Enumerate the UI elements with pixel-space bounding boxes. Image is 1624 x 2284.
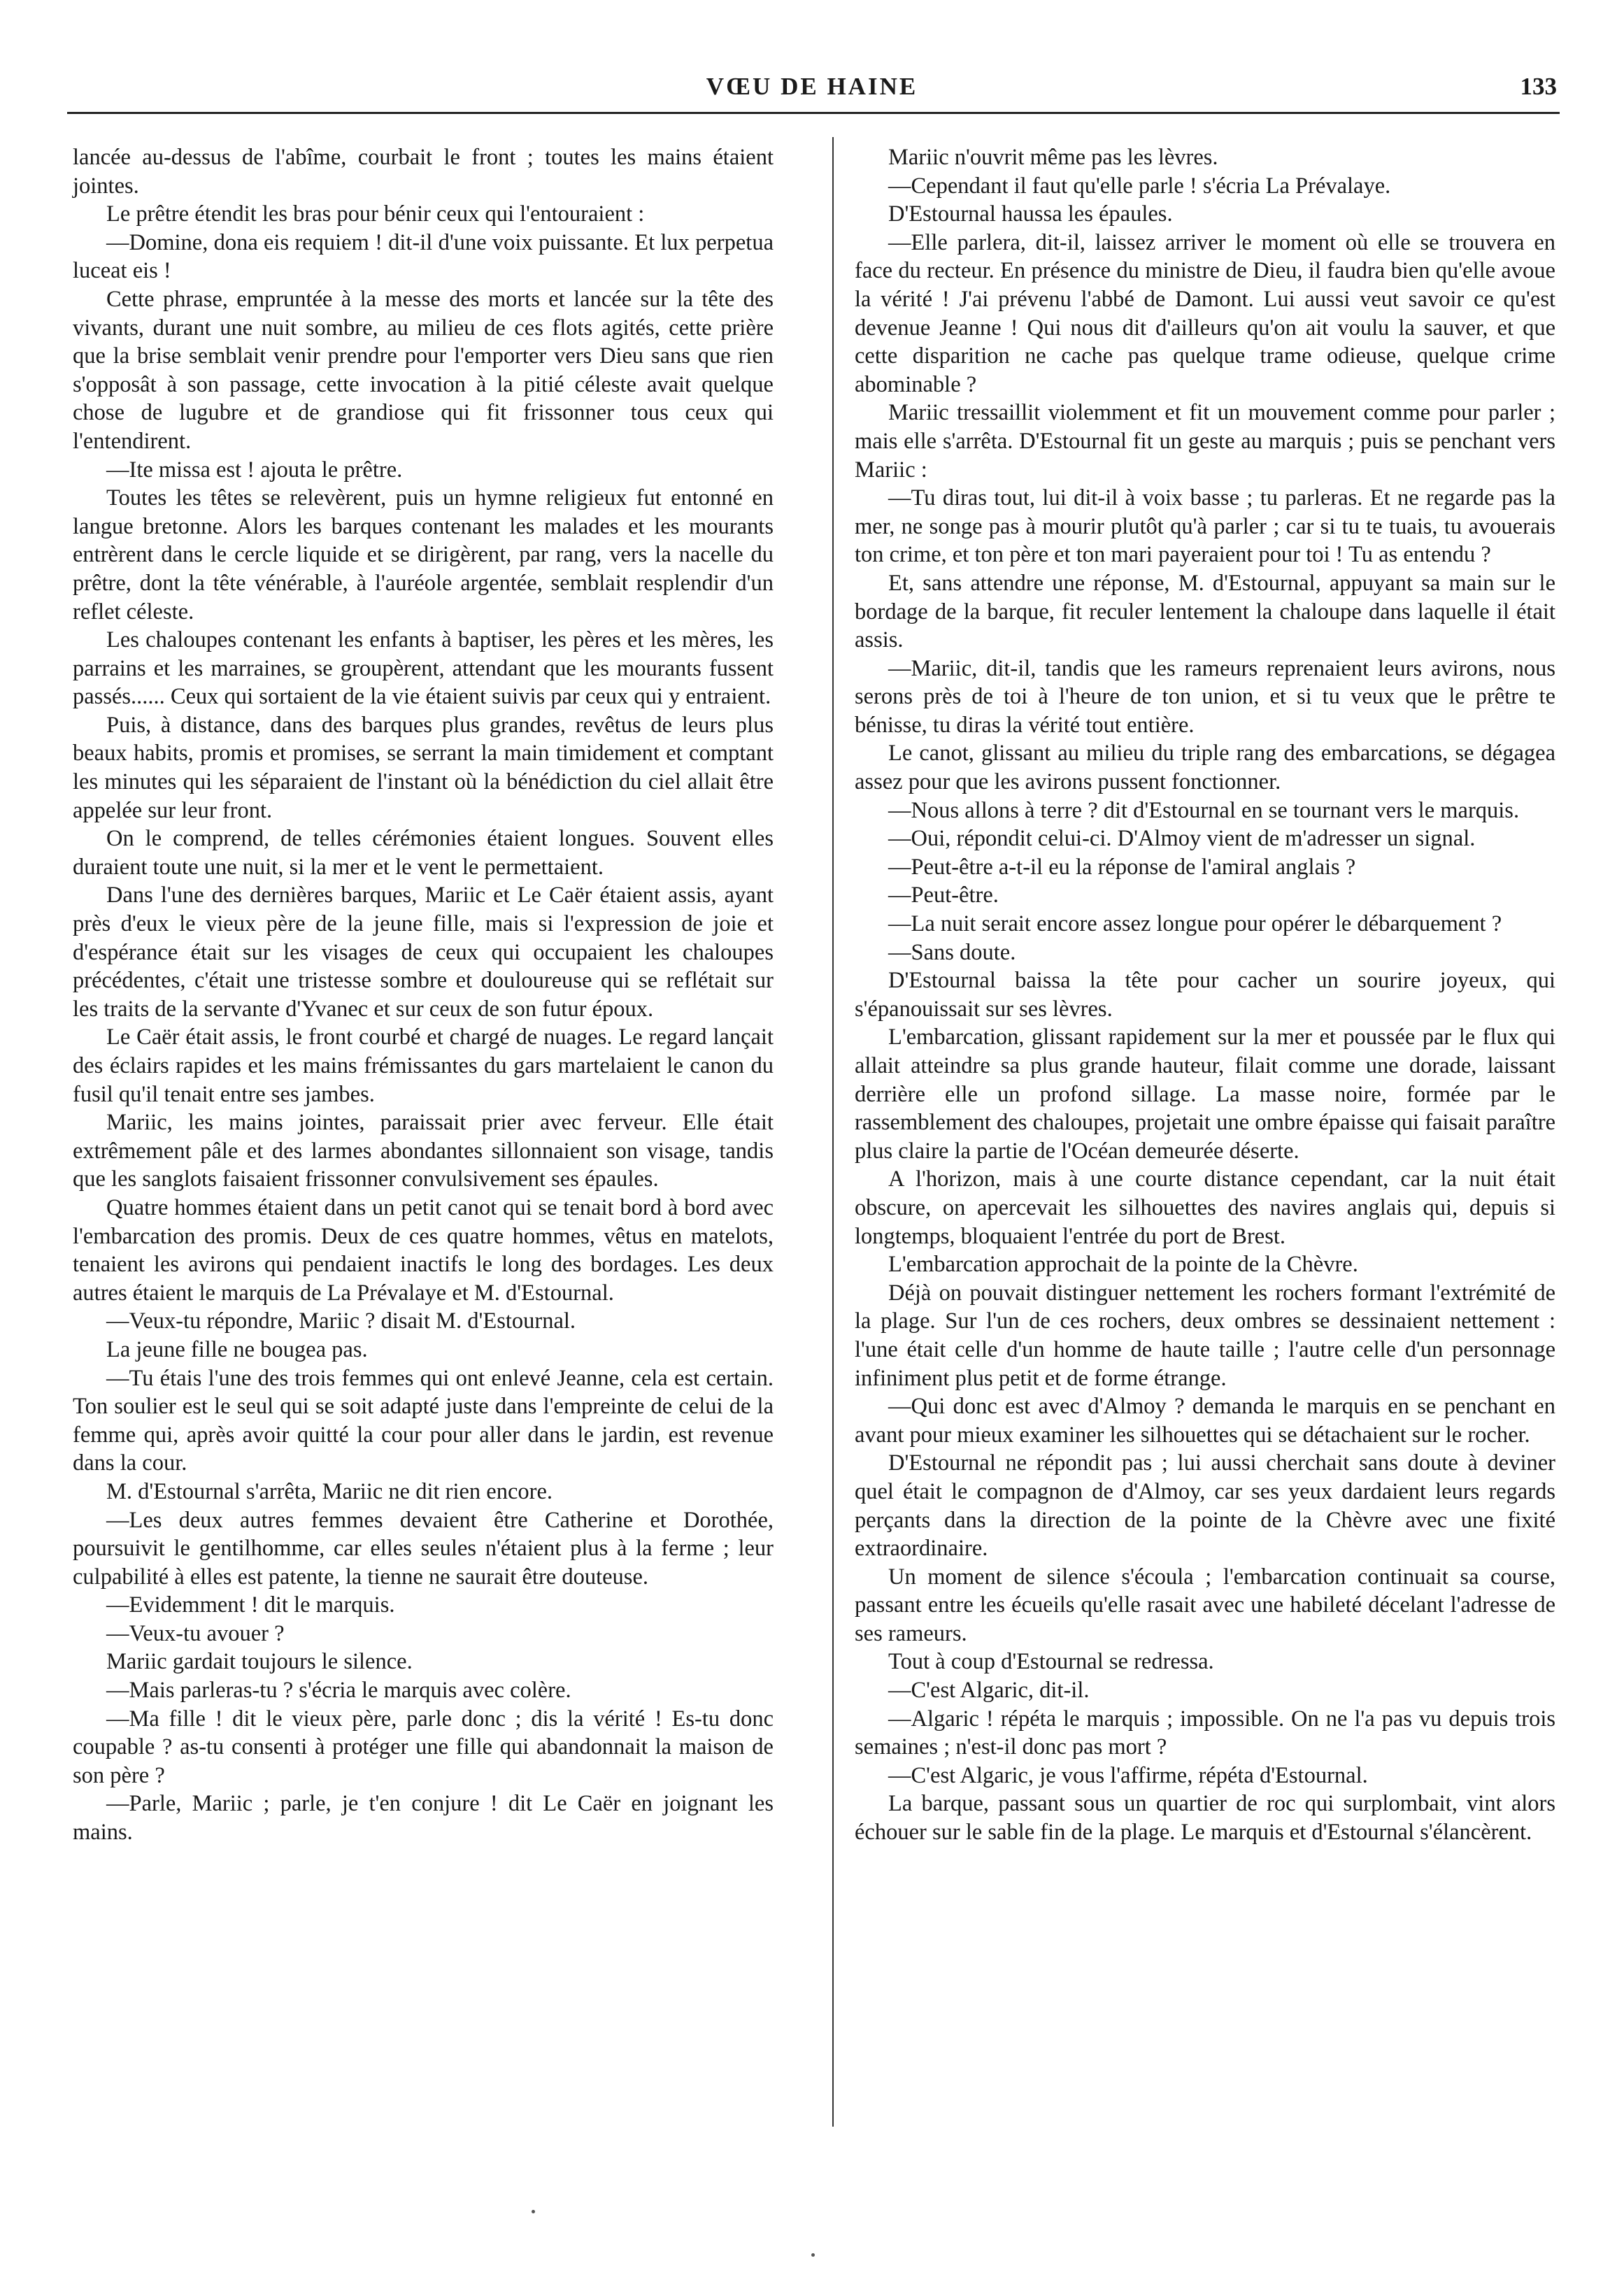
paragraph: Dans l'une des dernières barques, Mariic et Le Caër étaient assis, ayant près d'eux le vieux père de la jeune fille, mais si l'expression de joie et d'espérance était sur les visages de ceux qui occupaient les chaloupes précédentes, c'était une tristesse sombre et douloureuse qui se reflétait sur les traits de la servante d'Yvanec et sur ceux de son futur époux. xyxy=(73,883,774,1022)
paragraph: —Tu étais l'une des trois femmes qui ont enlevé Jeanne, cela est certain. Ton soulier est le seul qui se soit adapté juste dans l'empreinte de celui de la femme qui, après avoir quitté la cour pour aller dans le jardin, est revenue dans la cour. xyxy=(73,1365,774,1476)
header-rule xyxy=(67,112,1560,114)
paragraph: D'Estournal ne répondit pas ; lui aussi cherchait sans doute à deviner quel était le compagnon de d'Almoy, car ses yeux dardaient leurs regards perçants dans la direction de la pointe de la Chèvre avec une fixité extraordinaire. xyxy=(855,1450,1555,1562)
paragraph: —Peut-être a-t-il eu la réponse de l'amiral anglais ? xyxy=(888,854,1356,880)
paragraph: Mariic n'ouvrit même pas les lèvres. xyxy=(888,145,1218,170)
paragraph: L'embarcation, glissant rapidement sur la mer et poussée par le flux qui allait atteindre sa plus grande hauteur, filait comme une dorade, laissant derrière elle un profond sillage. La masse noire, formée par le rassemblement des chaloupes, projetait une ombre épaisse qui faisait paraître plus claire la partie de l'Océan demeurée déserte. xyxy=(855,1025,1555,1164)
paragraph: —Oui, répondit celui-ci. D'Almoy vient de m'adresser un signal. xyxy=(888,826,1476,852)
page-number: 133 xyxy=(1520,73,1557,100)
paragraph: Toutes les têtes se relevèrent, puis un hymne religieux fut entonné en langue bretonne. Alors les barques contenant les malades et les mourants entrèrent dans le cercle liquide et se dirigèrent, par rang, vers la nacelle du prêtre, dont la tête vénérable, à l'auréole argentée, semblait resplendir d'un reflet céleste. xyxy=(73,485,774,624)
print-speck xyxy=(532,2210,535,2213)
paragraph: Un moment de silence s'écoula ; l'embarcation continuait sa course, passant entre les écueils qu'elle rasait avec une habileté décelant l'adresse de ses rameurs. xyxy=(855,1564,1555,1646)
paragraph: —Domine, dona eis requiem ! dit-il d'une voix puissante. Et lux perpetua luceat eis ! xyxy=(73,229,774,284)
print-speck xyxy=(811,2253,815,2257)
paragraph: —Parle, Mariic ; parle, je t'en conjure ! dit Le Caër en joignant les mains. xyxy=(73,1791,774,1846)
paragraph: L'embarcation approchait de la pointe de la Chèvre. xyxy=(888,1252,1358,1278)
paragraph: Le prêtre étendit les bras pour bénir ceux qui l'entouraient : xyxy=(106,201,645,227)
paragraph: —Mariic, dit-il, tandis que les rameurs reprenaient leurs avirons, nous serons près de toi à l'heure de ton union, et si tu veux que le prêtre te bénisse, tu diras la vérité tout entière. xyxy=(855,655,1555,738)
paragraph: —Tu diras tout, lui dit-il à voix basse ; tu parleras. Et ne regarde pas la mer, ne songe pas à mourir plutôt qu'à parler ; car si tu te tuais, tu avouerais ton crime, et ton père et ton mari payeraient pour toi ! Tu as entendu ? xyxy=(855,485,1555,568)
paragraph: —Veux-tu avouer ? xyxy=(106,1620,285,1646)
paragraph: La jeune fille ne bougea pas. xyxy=(106,1336,368,1362)
paragraph: Cette phrase, empruntée à la messe des morts et lancée sur la tête des vivants, durant une nuit sombre, au milieu de ces flots agités, cette prière que la brise semblait venir prendre pour l'emporter vers Dieu sans que rien s'opposât à son passage, cette invocation à la pitié céleste avait quelque chose de lugubre et de grandiose qui fit frissonner tous ceux qui l'entendirent. xyxy=(73,286,774,454)
paragraph: —Ite missa est ! ajouta le prêtre. xyxy=(106,457,403,483)
paragraph: lancée au-dessus de l'abîme, courbait le front ; toutes les mains étaient jointes. xyxy=(73,145,774,199)
paragraph: —Veux-tu répondre, Mariic ? disait M. d'Estournal. xyxy=(106,1308,576,1334)
paragraph: Et, sans attendre une réponse, M. d'Estournal, appuyant sa main sur le bordage de la barque, fit reculer lentement la chaloupe dans laquelle il était assis. xyxy=(855,570,1555,653)
paragraph: —C'est Algaric, je vous l'affirme, répéta d'Estournal. xyxy=(888,1762,1368,1788)
paragraph: Mariic, les mains jointes, paraissait prier avec ferveur. Elle était extrêmement pâle et des larmes abondantes sillonnaient son visage, tandis que les sanglots faisaient frissonner convulsivement ses épaules. xyxy=(73,1110,774,1192)
paragraph: —Qui donc est avec d'Almoy ? demanda le marquis en se penchant en avant pour mieux examiner les silhouettes qui se détachaient sur le rocher. xyxy=(855,1394,1555,1448)
right-column xyxy=(855,143,1555,1847)
paragraph: —Evidemment ! dit le marquis. xyxy=(106,1592,395,1618)
running-head xyxy=(67,70,1557,112)
paragraph: —Peut-être. xyxy=(888,883,999,908)
paragraph: Le canot, glissant au milieu du triple rang des embarcations, se dégagea assez pour que les avirons pussent fonctionner. xyxy=(855,741,1555,795)
paragraph: D'Estournal baissa la tête pour cacher un sourire joyeux, qui s'épanouissait sur ses lèvres. xyxy=(855,968,1555,1022)
paragraph: La barque, passant sous un quartier de roc qui surplombait, vint alors échouer sur le sable fin de la plage. Le marquis et d'Estournal s'élancèrent. xyxy=(855,1791,1555,1846)
paragraph: —C'est Algaric, dit-il. xyxy=(888,1678,1090,1704)
running-title: VŒU DE HAINE xyxy=(706,73,918,100)
paragraph: —Mais parleras-tu ? s'écria le marquis avec colère. xyxy=(106,1678,571,1704)
paragraph: —Ma fille ! dit le vieux père, parle donc ; dis la vérité ! Es-tu donc coupable ? as-tu consenti à protéger une fille qui abandonnait la maison de son père ? xyxy=(73,1706,774,1788)
paragraph: Mariic tressaillit violemment et fit un mouvement comme pour parler ; mais elle s'arrêta. D'Estournal fit un geste au marquis ; puis se penchant vers Mariic : xyxy=(855,400,1555,483)
paragraph: Tout à coup d'Estournal se redressa. xyxy=(888,1649,1214,1675)
paragraph: —Les deux autres femmes devaient être Catherine et Dorothée, poursuivit le gentilhomme, car elles seules n'étaient plus à la ferme ; leur culpabilité à elles est patente, la tienne ne saurait être douteuse. xyxy=(73,1507,774,1590)
paragraph: Puis, à distance, dans des barques plus grandes, revêtus de leurs plus beaux habits, promis et promises, se serrant la main timidement et comptant les minutes qui les séparaient de l'instant où la bénédiction du ciel allait être appelée sur leur front. xyxy=(73,712,774,823)
left-column xyxy=(73,143,774,1847)
paragraph: On le comprend, de telles cérémonies étaient longues. Souvent elles duraient toute une nuit, si la mer et le vent le permettaient. xyxy=(73,826,774,880)
paragraph: —La nuit serait encore assez longue pour opérer le débarquement ? xyxy=(888,911,1502,937)
paragraph: Quatre hommes étaient dans un petit canot qui se tenait bord à bord avec l'embarcation des promis. Deux de ces quatre hommes, vêtus en matelots, tenaient les avirons qui pendaient inactifs le long des bordages. Les deux autres étaient le marquis de La Prévalaye et M. d'Estournal. xyxy=(73,1194,774,1306)
paragraph: Mariic gardait toujours le silence. xyxy=(106,1649,413,1675)
column-divider xyxy=(832,137,834,2127)
paragraph: —Algaric ! répéta le marquis ; impossible. On ne l'a pas vu depuis trois semaines ; n'est-il donc pas mort ? xyxy=(855,1706,1555,1760)
paragraph: M. d'Estournal s'arrêta, Mariic ne dit rien encore. xyxy=(106,1478,553,1504)
paragraph: D'Estournal haussa les épaules. xyxy=(888,201,1173,227)
paragraph: —Nous allons à terre ? dit d'Estournal en se tournant vers le marquis. xyxy=(888,797,1520,823)
paragraph: —Sans doute. xyxy=(888,939,1016,965)
paragraph: —Elle parlera, dit-il, laissez arriver le moment où elle se trouvera en face du recteur. En présence du ministre de Dieu, il faudra bien qu'elle avoue la vérité ! J'ai prévenu l'abbé de Damont. Lui aussi veut savoir ce qu'est devenue Jeanne ! Qui nous dit d'ailleurs qu'on ait voulu la sauver, et que cette disparition ne cache pas quelque trame odieuse, quelque crime abominable ? xyxy=(855,229,1555,397)
paragraph: —Cependant il faut qu'elle parle ! s'écria La Prévalaye. xyxy=(888,173,1391,199)
paragraph: Les chaloupes contenant les enfants à baptiser, les pères et les mères, les parrains et les marraines, se groupèrent, attendant que les mourants fussent passés...... Ceux qui sortaient de la vie étaient suivis par ceux qui y entraient. xyxy=(73,627,774,710)
paragraph: Déjà on pouvait distinguer nettement les rochers formant l'extrémité de la plage. Sur l'un de ces rochers, deux ombres se dessinaient nettement : l'une était celle d'un homme de haute taille ; l'autre celle d'un personnage infiniment plus petit et de forme étrange. xyxy=(855,1280,1555,1391)
paragraph: A l'horizon, mais à une courte distance cependant, car la nuit était obscure, on apercevait les silhouettes des navires anglais qui, depuis si longtemps, bloquaient l'entrée du port de Brest. xyxy=(855,1166,1555,1249)
paragraph: Le Caër était assis, le front courbé et chargé de nuages. Le regard lançait des éclairs rapides et les mains frémissantes du gars martelaient le canon du fusil qu'il tenait entre ses jambes. xyxy=(73,1025,774,1107)
